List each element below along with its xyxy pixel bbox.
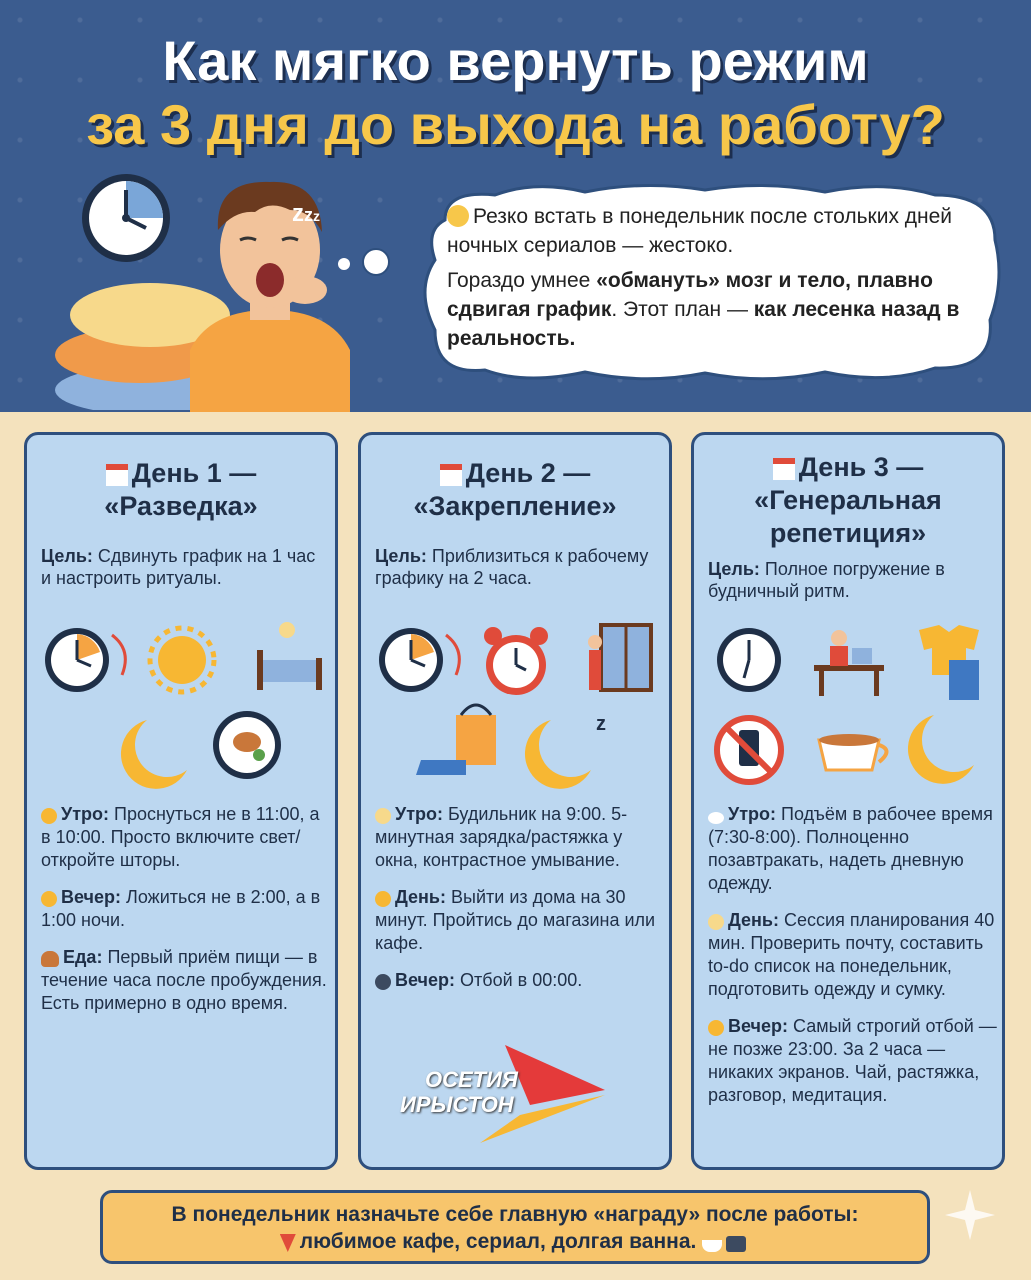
item-evening: Вечер: Отбой в 00:00. bbox=[375, 969, 665, 992]
moon-small-icon bbox=[708, 1020, 724, 1036]
logo-text-line2: ИРЫСТОН bbox=[400, 1092, 514, 1117]
day2-icons bbox=[371, 620, 661, 790]
clothes-icon bbox=[919, 625, 979, 700]
item-food: Еда: Первый приём пищи — в течение часа после пробуждения. Есть примерно в одно время. bbox=[41, 947, 327, 1013]
item-evening: Вечер: Ложиться не в 2:00, а в 1:00 ночи. bbox=[41, 887, 321, 930]
yawning-person-illustration bbox=[170, 170, 370, 412]
day-card-1 bbox=[24, 432, 338, 1170]
day-goal: Цель: Сдвинуть график на 1 час и настроить ритуалы. bbox=[41, 546, 316, 588]
intro-line1: Резко встать в понедельник после стольких дней ночных сериалов — жестоко. bbox=[447, 205, 953, 257]
logo-text-line1: ОСЕТИЯ bbox=[425, 1067, 518, 1092]
burger-icon bbox=[41, 951, 59, 967]
day-items bbox=[41, 803, 331, 1015]
page-title-line1: Как мягко вернуть режим bbox=[162, 29, 869, 92]
tv-icon bbox=[726, 1236, 746, 1252]
wall-clock-icon bbox=[78, 170, 174, 266]
day-card-3 bbox=[691, 432, 1005, 1170]
day3-icons bbox=[704, 620, 994, 790]
footer-line1: В понедельник назначьте себе главную «награду» после работы: bbox=[171, 1203, 859, 1226]
calendar-icon bbox=[440, 464, 462, 486]
snore-zzz: zzz bbox=[292, 200, 320, 227]
item-morning: Утро: Подъём в рабочее время (7:30-8:00). Полноценно позавтракать, надеть дневную одежду. bbox=[708, 804, 993, 893]
sparkle-icon bbox=[945, 1190, 995, 1240]
intro-line2: Гораздо умнее «обмануть» мозг и тело, плавно сдвигая график. Этот план — как лесенка назад в реальность. bbox=[447, 269, 960, 350]
item-day: День: Сессия планирования 40 мин. Проверить почту, составить to-do список на понедельник, подготовить одежду и сумку. bbox=[708, 910, 995, 999]
clock-icon bbox=[717, 628, 781, 692]
clock-arrow-icon bbox=[379, 628, 459, 692]
day-goal: Цель: Приблизиться к рабочему графику на 2 часа. bbox=[375, 546, 649, 588]
pizza-icon bbox=[280, 1234, 296, 1252]
bubble-dot-large bbox=[362, 248, 390, 276]
alarm-clock-icon bbox=[484, 627, 548, 695]
day-card-title: День 2 — «Закрепление» bbox=[413, 458, 617, 521]
bathtub-icon bbox=[702, 1240, 722, 1252]
sneaker-bag-icon bbox=[416, 705, 496, 775]
moon-icon bbox=[121, 720, 187, 789]
intro-text bbox=[447, 202, 982, 359]
desk-work-icon bbox=[814, 630, 884, 696]
calendar-icon bbox=[773, 458, 795, 480]
footer-banner bbox=[100, 1190, 930, 1264]
day-items bbox=[708, 803, 998, 1107]
svg-text:z: z bbox=[596, 713, 606, 735]
day-card-title: День 1 — «Разведка» bbox=[104, 458, 258, 521]
sun-cloud-icon bbox=[375, 808, 391, 824]
day-goal: Цель: Полное погружение в будничный ритм. bbox=[708, 559, 945, 601]
item-morning: Утро: Проснуться не в 11:00, а в 10:00. Просто включите свет/откройте шторы. bbox=[41, 804, 320, 870]
moon-small-icon bbox=[41, 891, 57, 907]
window-stretch-icon bbox=[588, 625, 651, 690]
sun-small-icon bbox=[41, 808, 57, 824]
item-morning: Утро: Будильник на 9:00. 5-минутная зарядка/растяжка у окна, контрастное умывание. bbox=[375, 804, 628, 870]
clock-arrow-icon bbox=[45, 628, 125, 692]
day-items bbox=[375, 803, 665, 992]
sun-icon bbox=[150, 628, 214, 692]
moon-icon bbox=[908, 715, 974, 784]
page-title-line2: за 3 дня до выхода на работу? bbox=[86, 93, 945, 156]
tired-face-icon bbox=[447, 205, 469, 227]
calendar-icon bbox=[106, 464, 128, 486]
tea-cup-icon bbox=[819, 734, 887, 770]
footer-line2: любимое кафе, сериал, долгая ванна. bbox=[103, 1228, 927, 1255]
sleepy-moon-icon bbox=[525, 713, 606, 789]
item-evening: Вечер: Самый строгий отбой — не позже 23:00. За 2 часа — никаких экранов. Чай, растяжка, разговор, медитация. bbox=[708, 1016, 997, 1105]
day1-icons bbox=[37, 620, 327, 790]
new-moon-icon bbox=[375, 974, 391, 990]
day-card-title: День 3 — «Генеральная репетиция» bbox=[754, 452, 942, 548]
bed-lamp-icon bbox=[257, 622, 322, 690]
no-phone-icon bbox=[717, 718, 781, 782]
bubble-dot-small bbox=[338, 258, 350, 270]
plate-food-icon bbox=[213, 711, 281, 779]
sun-small-icon bbox=[375, 891, 391, 907]
cloud-icon bbox=[708, 812, 724, 824]
item-day: День: Выйти из дома на 30 минут. Пройтись до магазина или кафе. bbox=[375, 887, 656, 953]
sun-cloud-icon bbox=[708, 914, 724, 930]
